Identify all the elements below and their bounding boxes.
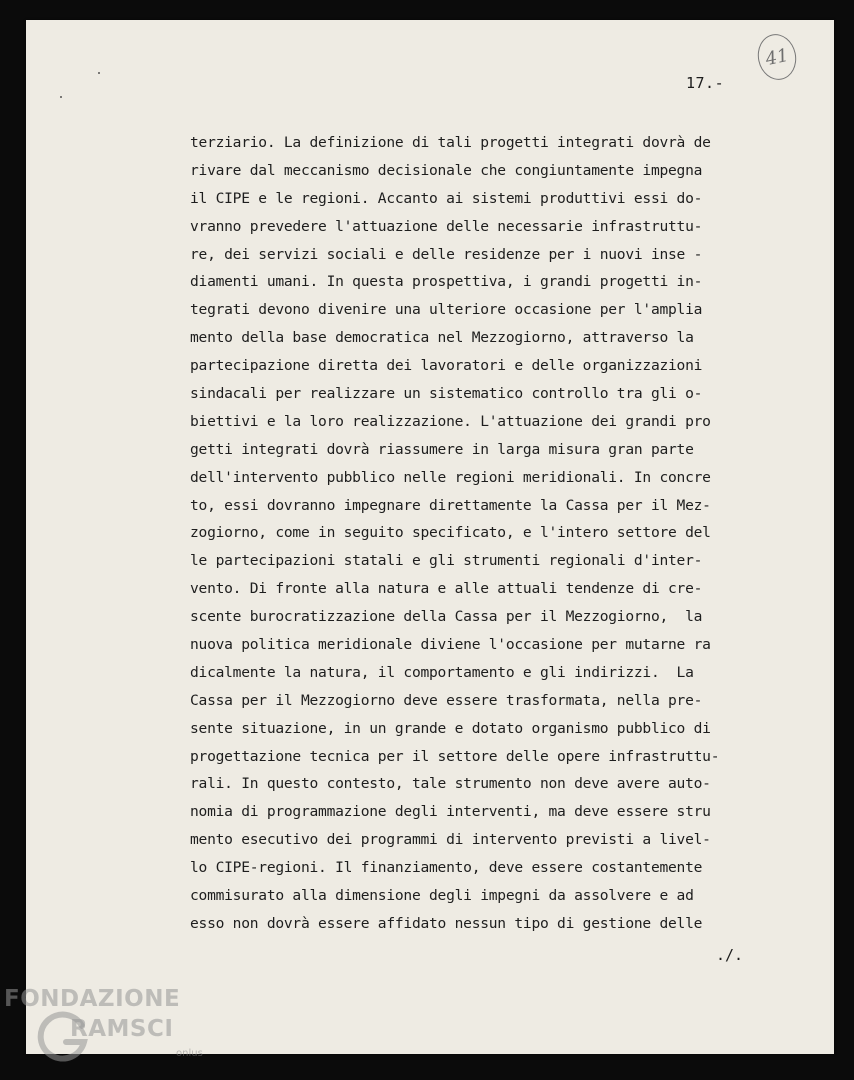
continuation-mark: ./. bbox=[716, 946, 744, 964]
text-line: rali. In questo contesto, tale strumento non deve avere auto- bbox=[190, 775, 711, 793]
text-line: sente situazione, in un grande e dotato organismo pubblico di bbox=[190, 719, 711, 737]
text-line: tegrati devono divenire una ulteriore occasione per l'amplia bbox=[190, 301, 703, 319]
text-line: nuova politica meridionale diviene l'occasione per mutarne ra bbox=[190, 636, 711, 654]
text-line: mento esecutivo dei programmi di intervento previsti a livel- bbox=[190, 831, 711, 849]
watermark-line-1: FONDAZIONE bbox=[4, 986, 181, 1012]
text-line: commisurato alla dimensione degli impegni da assolvere e ad bbox=[190, 887, 694, 905]
text-line: partecipazione diretta dei lavoratori e delle organizzazioni bbox=[190, 357, 703, 375]
watermark-suffix: onlus bbox=[176, 1048, 203, 1059]
text-line: scente burocratizzazione della Cassa per il Mezzogiorno, la bbox=[190, 608, 703, 626]
paper-speck bbox=[60, 96, 62, 98]
text-line: nomia di programmazione degli interventi, ma deve essere stru bbox=[190, 803, 711, 821]
text-line: vranno prevedere l'attuazione delle necessarie infrastruttu- bbox=[190, 217, 703, 235]
text-line: vento. Di fronte alla natura e alle attuali tendenze di cre- bbox=[190, 580, 703, 598]
text-line: dicalmente la natura, il comportamento e gli indirizzi. La bbox=[190, 663, 694, 681]
text-line: mento della base democratica nel Mezzogiorno, attraverso la bbox=[190, 329, 694, 347]
archive-stamp-number: 41 bbox=[763, 44, 791, 70]
text-line: esso non dovrà essere affidato nessun tipo di gestione delle bbox=[190, 914, 703, 932]
text-line: zogiorno, come in seguito specificato, e l'intero settore del bbox=[190, 524, 711, 542]
text-line: lo CIPE-regioni. Il finanziamento, deve essere costantemente bbox=[190, 859, 703, 877]
text-line: terziario. La definizione di tali progetti integrati dovrà de bbox=[190, 134, 711, 151]
text-line: sindacali per realizzare un sistematico controllo tra gli o- bbox=[190, 385, 703, 403]
paper-speck bbox=[98, 72, 100, 74]
text-line: biettivi e la loro realizzazione. L'attuazione dei grandi pro bbox=[190, 412, 711, 430]
watermark-line-2: RAMSCI bbox=[70, 1016, 174, 1042]
body-text bbox=[190, 129, 780, 938]
text-line: re, dei servizi sociali e delle residenze per i nuovi inse - bbox=[190, 245, 703, 263]
text-line: dell'intervento pubblico nelle regioni meridionali. In concre bbox=[190, 468, 711, 486]
page-number: 17.- bbox=[686, 74, 725, 92]
text-line: rivare dal meccanismo decisionale che congiuntamente impegna bbox=[190, 161, 703, 179]
text-line: to, essi dovranno impegnare direttamente la Cassa per il Mez- bbox=[190, 496, 711, 514]
foundation-watermark bbox=[4, 986, 244, 1076]
text-line: Cassa per il Mezzogiorno deve essere trasformata, nella pre- bbox=[190, 691, 703, 709]
text-line: diamenti umani. In questa prospettiva, i grandi progetti in- bbox=[190, 273, 703, 291]
text-line: le partecipazioni statali e gli strumenti regionali d'inter- bbox=[190, 552, 703, 570]
text-line: getti integrati dovrà riassumere in larga misura gran parte bbox=[190, 440, 694, 458]
text-line: il CIPE e le regioni. Accanto ai sistemi produttivi essi do- bbox=[190, 189, 703, 207]
text-line: progettazione tecnica per il settore delle opere infrastruttu- bbox=[190, 747, 720, 765]
